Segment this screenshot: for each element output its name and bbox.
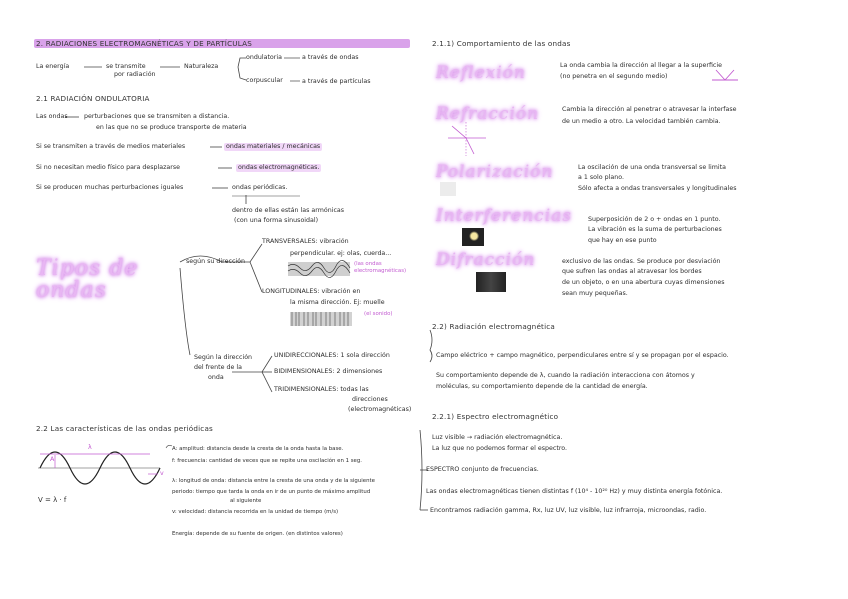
longitudinales-c: (el sonido) xyxy=(364,311,393,317)
tridimensionales-c: (electromagnéticas) xyxy=(348,406,412,413)
ondas-em-text: Las ondas electromagnéticas tienen distintas f (10⁴ - 10²⁰ Hz) y muy distinta energía fotónica. xyxy=(426,488,723,495)
polarizacion-c: Sólo afecta a ondas transversales y longitudinales xyxy=(578,185,737,192)
bullet1-a: Si se transmiten a través de medios materiales xyxy=(36,143,186,150)
wave-formula: V = λ · f xyxy=(38,496,67,504)
energy-a: La energía xyxy=(36,63,70,70)
longitudinales-a: LONGITUDINALES: vibración en xyxy=(262,288,361,295)
energy-h: a través de partículas xyxy=(302,78,371,85)
wave-label-lambda: λ xyxy=(88,444,92,451)
reflexion-b: (no penetra en el segundo medio) xyxy=(560,73,668,80)
bullet2-a: Si no necesitan medio físico para desplazarse xyxy=(36,164,181,171)
energy-d: Naturaleza xyxy=(184,63,219,70)
energia-text: Energía: depende de su fuente de origen. (en distintos valores) xyxy=(172,531,343,537)
section211-title: 2.1.1) Comportamiento de las ondas xyxy=(432,39,571,48)
refraccion-a: Cambia la dirección al penetrar o atravesar la interfase xyxy=(562,106,737,113)
energy-c: por radiación xyxy=(114,71,156,78)
energy-f: a través de ondas xyxy=(302,54,359,61)
char2-c: al siguiente xyxy=(230,498,262,504)
bullet1-b: ondas materiales / mecánicas xyxy=(226,143,321,150)
polarizacion-a: La oscilación de una onda transversal se limita xyxy=(578,164,726,171)
difraccion-title: Difracción xyxy=(436,250,536,270)
reflexion-a: La onda cambia la dirección al llegar a la superficie xyxy=(560,62,723,69)
segun-frente-b: del frente de la xyxy=(194,364,242,371)
espectro-text: ESPECTRO conjunto de frecuencias. xyxy=(426,466,539,473)
segun-frente-a: Según la dirección xyxy=(194,354,253,361)
tridimensionales-b: direcciones xyxy=(352,396,388,403)
transversales-d: electromagnéticas) xyxy=(354,268,407,274)
interferencias-a: Superposición de 2 o + ondas en 1 punto. xyxy=(588,216,721,223)
segun-direccion: según su dirección xyxy=(186,258,245,265)
diffraction-image xyxy=(476,272,506,292)
char1-a: A: amplitud: distancia desde la cresta de la onda hasta la base. xyxy=(172,446,344,452)
difraccion-b: que sufren las ondas al atravesar los bordes xyxy=(562,268,702,275)
bullet3-a: Si se producen muchas perturbaciones iguales xyxy=(36,184,184,191)
section2-title: 2. RADIACIONES ELECTROMAGNÉTICAS Y DE PARTÍCULAS xyxy=(36,39,253,48)
longitudinales-b: la misma dirección. Ej: muelle xyxy=(290,299,385,306)
transversales-a: TRANSVERSALES: vibración xyxy=(262,238,349,245)
segun-frente-c: onda xyxy=(208,374,224,381)
section221-title: 2.2.1) Espectro electromagnético xyxy=(432,412,559,421)
interference-image xyxy=(462,228,484,246)
bullet3-b: ondas periódicas. xyxy=(232,184,288,191)
ondas-a: Las ondas xyxy=(36,113,68,120)
luz-b: La luz que no podemos formar el espectro. xyxy=(432,445,568,452)
transversales-b: perpendicular. ej: olas, cuerda... xyxy=(290,250,392,257)
section21-title: 2.1 RADIACIÓN ONDULATORIA xyxy=(36,94,150,103)
energy-e: ondulatoria xyxy=(246,54,282,61)
refraccion-b: de un medio a otro. La velocidad también cambia. xyxy=(562,118,721,125)
interferencias-title: Interferencias xyxy=(436,206,572,226)
transversales-c: (las ondas xyxy=(354,261,382,267)
char1-b: f: frecuencia: cantidad de veces que se repite una oscilación en 1 seg. xyxy=(172,458,363,464)
tipos-title: Tipos de ondas xyxy=(36,256,139,303)
armonicas-b: (con una forma sinusoidal) xyxy=(234,217,319,224)
luz-a: Luz visible → radiación electromagnética. xyxy=(432,434,563,441)
section22-title: 2.2 Las características de las ondas periódicas xyxy=(36,424,214,433)
wave-label-a: A xyxy=(50,456,55,463)
reflexion-title: Reflexión xyxy=(436,63,526,83)
char2-a: λ: longitud de onda: distancia entre la cresta de una onda y de la siguiente xyxy=(172,478,375,484)
interferencias-c: que hay en ese punto xyxy=(588,237,657,244)
comportamiento-b: moléculas, su comportamiento depende de la cantidad de energía. xyxy=(436,383,648,390)
difraccion-a: exclusivo de las ondas. Se produce por desviación xyxy=(562,258,721,265)
polarization-image xyxy=(440,182,456,196)
unidireccionales: UNIDIRECCIONALES: 1 sola dirección xyxy=(274,352,390,359)
section22r-title: 2.2) Radiación electromagnética xyxy=(432,322,556,331)
refraccion-title: Refracción xyxy=(436,104,540,124)
ondas-b: perturbaciones que se transmiten a distancia. xyxy=(84,113,230,120)
encontramos-text: Encontramos radiación gamma, Rx, luz UV, luz visible, luz infrarroja, microondas, radio. xyxy=(430,507,707,514)
difraccion-d: sean muy pequeñas. xyxy=(562,290,628,297)
wave-label-v: v xyxy=(160,470,164,477)
bidimensionales: BIDIMENSIONALES: 2 dimensiones xyxy=(274,368,383,375)
tridimensionales-a: TRIDIMENSIONALES: todas las xyxy=(274,386,369,393)
energy-b: se transmite xyxy=(106,63,146,70)
difraccion-c: de un objeto, o en una abertura cuyas dimensiones xyxy=(562,279,725,286)
interferencias-b: La vibración es la suma de perturbaciones xyxy=(588,226,722,233)
campo-text: Campo eléctrico + campo magnético, perpendiculares entre sí y se propagan por el espacio. xyxy=(436,352,729,359)
bullet2-b: ondas electromagnéticas. xyxy=(238,164,320,171)
char2-d: v: velocidad: distancia recorrida en la unidad de tiempo (m/s) xyxy=(172,509,339,515)
armonicas-a: dentro de ellas están las armónicas xyxy=(232,207,345,214)
polarizacion-title: Polarización xyxy=(436,162,554,182)
energy-g: corpuscular xyxy=(246,77,283,84)
ondas-c: en las que no se produce transporte de materia xyxy=(96,124,247,131)
comportamiento-a: Su comportamiento depende de λ, cuando la radiación interacciona con átomos y xyxy=(436,372,695,379)
polarizacion-b: a 1 solo plano. xyxy=(578,174,624,181)
char2-b: periodo: tiempo que tarda la onda en ir de un punto de máximo amplitud xyxy=(172,489,371,495)
